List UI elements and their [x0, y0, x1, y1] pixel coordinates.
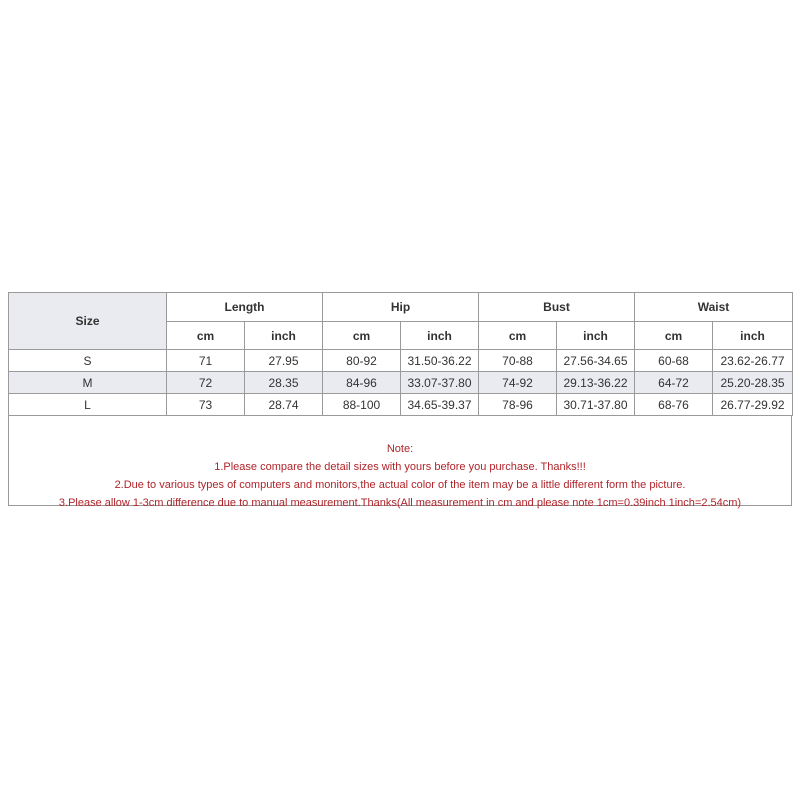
table-cell: 72 — [167, 372, 245, 394]
unit-header: inch — [557, 322, 635, 350]
unit-header: cm — [323, 322, 401, 350]
table-cell: 27.56-34.65 — [557, 350, 635, 372]
table-cell: 73 — [167, 394, 245, 416]
table-cell: 29.13-36.22 — [557, 372, 635, 394]
table-cell: 30.71-37.80 — [557, 394, 635, 416]
table-cell: 84-96 — [323, 372, 401, 394]
unit-header: cm — [635, 322, 713, 350]
length-group-header: Length — [167, 293, 323, 322]
table-cell: 27.95 — [245, 350, 323, 372]
unit-header: cm — [167, 322, 245, 350]
table-cell: 60-68 — [635, 350, 713, 372]
table-cell: 80-92 — [323, 350, 401, 372]
size-cell: S — [9, 350, 167, 372]
unit-header: inch — [713, 322, 793, 350]
table-cell: 68-76 — [635, 394, 713, 416]
table-cell: 28.74 — [245, 394, 323, 416]
table-cell: 31.50-36.22 — [401, 350, 479, 372]
note-line: 1.Please compare the detail sizes with yours before you purchase. Thanks!!! — [214, 461, 586, 473]
table-cell: 33.07-37.80 — [401, 372, 479, 394]
table-cell: 88-100 — [323, 394, 401, 416]
unit-header: cm — [479, 322, 557, 350]
table-cell: 25.20-28.35 — [713, 372, 793, 394]
unit-header: inch — [401, 322, 479, 350]
size-table — [8, 292, 793, 416]
table-cell: 70-88 — [479, 350, 557, 372]
table-row — [9, 350, 793, 372]
table-cell: 23.62-26.77 — [713, 350, 793, 372]
unit-header: inch — [245, 322, 323, 350]
note-line: 2.Due to various types of computers and monitors,the actual color of the item may be a little different form the picture. — [114, 479, 686, 491]
size-cell: L — [9, 394, 167, 416]
notes-panel — [8, 416, 792, 509]
size-column-header: Size — [9, 293, 167, 350]
size-chart — [8, 292, 792, 509]
note-line: 3.Please allow 1-3cm difference due to manual measurement.Thanks(All measurement in cm and please note 1cm=0.39inch 1inch=2.54cm) — [58, 497, 742, 509]
table-cell: 64-72 — [635, 372, 713, 394]
bust-group-header: Bust — [479, 293, 635, 322]
table-cell: 74-92 — [479, 372, 557, 394]
table-row — [9, 394, 793, 416]
waist-group-header: Waist — [635, 293, 793, 322]
hip-group-header: Hip — [323, 293, 479, 322]
table-cell: 78-96 — [479, 394, 557, 416]
table-row — [9, 372, 793, 394]
table-cell: 28.35 — [245, 372, 323, 394]
notes-title: Note: — [386, 443, 414, 455]
table-cell: 26.77-29.92 — [713, 394, 793, 416]
size-cell: M — [9, 372, 167, 394]
table-cell: 71 — [167, 350, 245, 372]
table-cell: 34.65-39.37 — [401, 394, 479, 416]
